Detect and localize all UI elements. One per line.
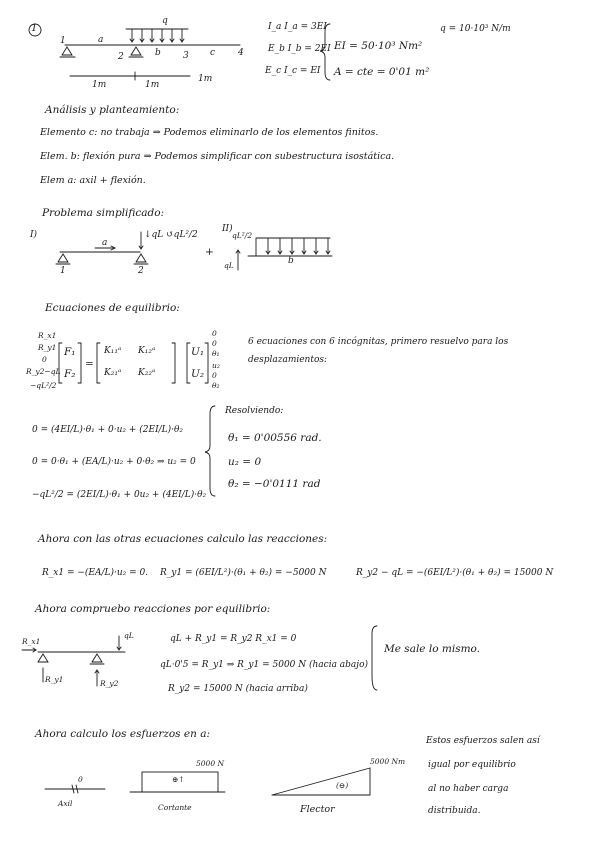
efforts-note-2: igual por equilibrio	[428, 760, 516, 770]
K22: K₂₂ᵃ	[138, 368, 156, 378]
right-vector-5: θ₂	[212, 381, 220, 390]
right-vector-2: θ₁	[212, 349, 220, 358]
element-a-label: a	[98, 35, 104, 45]
efforts-note-3: al no haber carga	[428, 784, 509, 794]
K21: K₂₁ᵃ	[104, 368, 122, 378]
efforts-note-4: distribuida.	[428, 806, 481, 816]
case1-node-2: 2	[138, 266, 144, 276]
check-brace	[372, 626, 377, 690]
constant-ei: EI = 50·10³ Nm²	[334, 40, 423, 52]
left-vector-2: 0	[42, 355, 47, 364]
K12: K₁₂ᵃ	[138, 346, 156, 356]
case2-moment: qL²/2	[232, 231, 253, 240]
check-line-3: R_y2 = 15000 N (hacia arriba)	[168, 684, 308, 694]
check-rx1: R_x1	[22, 637, 41, 646]
case2-label: II)	[222, 224, 233, 234]
analysis-line-3: Elem a: axil + flexión.	[40, 175, 146, 186]
problem-number: 1	[31, 23, 38, 34]
flector-sign: (⊖)	[336, 781, 349, 790]
case1-element-a: a	[102, 238, 108, 248]
equilibrium-note: 6 ecuaciones con 6 incógnitas, primero resuelvo para los desplazamientos:	[248, 337, 509, 365]
case2-element-b: b	[288, 256, 294, 266]
prop-c: E_c I_c = EI	[265, 66, 321, 76]
load-value: q = 10·10³ N/m	[440, 24, 511, 34]
flector-diagram	[272, 768, 370, 795]
analysis-line-1: Elemento c: no trabaja ⇒ Podemos eliminarlo de los elementos finitos.	[40, 127, 379, 138]
reactions-title: Ahora con las otras ecuaciones calculo las reacciones:	[38, 533, 328, 545]
check-ry2: R_y2	[100, 679, 119, 688]
case2-diagram	[236, 238, 332, 270]
node-4-label: 4	[238, 48, 244, 58]
flector-label: Flector	[300, 804, 335, 815]
right-vector-1: 0	[212, 339, 217, 348]
efforts-title: Ahora calculo los esfuerzos en a:	[35, 728, 211, 740]
K11: K₁₁ᵃ	[104, 346, 122, 356]
results-title: Resolviendo:	[225, 406, 284, 416]
check-ry1: R_y1	[45, 675, 64, 684]
check-title: Ahora compruebo reacciones por equilibrio:	[35, 603, 271, 615]
node-3-label: 3	[183, 51, 189, 61]
equation-1: 0 = (4EI/L)·θ₁ + 0·u₂ + (2EI/L)·θ₂	[32, 425, 184, 435]
equilibrium-title: Ecuaciones de equilibrio:	[45, 302, 180, 314]
check-line-1: qL + R_y1 = R_y2 R_x1 = 0	[170, 634, 297, 644]
U1: U₁	[191, 346, 205, 358]
case1-label: I)	[30, 230, 38, 240]
axil-diagram	[45, 785, 105, 793]
efforts-note-1: Estos esfuerzos salen así	[426, 736, 540, 746]
U2: U₂	[191, 368, 205, 380]
equals-sign: =	[85, 358, 94, 370]
check-load: qL	[124, 631, 134, 640]
axil-label: Axil	[58, 799, 73, 808]
analysis-line-2: Elem. b: flexión pura ⇒ Podemos simplificar con subestructura isostática.	[40, 151, 395, 162]
result-theta1: θ₁ = 0'00556 rad.	[228, 432, 322, 444]
right-vector-0: 0	[212, 329, 217, 338]
check-line-2: qL·0'5 = R_y1 ⇒ R_y1 = 5000 N (hacia abajo)	[160, 660, 369, 670]
left-vector-3: R_y2−qL	[26, 367, 61, 376]
cortante-value: 5000 N	[196, 759, 225, 768]
left-vector-0: R_x1	[38, 331, 57, 340]
cortante-sign: ⊕↑	[172, 775, 185, 784]
span-3: 1m	[198, 74, 213, 84]
flector-value: 5000 Nm	[370, 757, 406, 766]
span-1: 1m	[92, 80, 107, 90]
right-vector-4: 0	[212, 371, 217, 380]
case1-node-1: 1	[60, 266, 66, 276]
results-brace	[205, 406, 215, 496]
reaction-ry1: R_y1 = (6EI/L²)·(θ₁ + θ₂) = −5000 N	[160, 568, 327, 578]
distributed-load-label: q	[162, 16, 168, 26]
node-1-label: 1	[60, 36, 66, 46]
analysis-title: Análisis y planteamiento:	[45, 104, 180, 116]
equation-3: −qL²/2 = (2EI/L)·θ₁ + 0u₂ + (4EI/L)·θ₂	[32, 490, 207, 500]
axil-value: 0	[78, 775, 83, 784]
reaction-rx1: R_x1 = −(EA/L)·u₂ = 0.	[42, 568, 149, 578]
matrix-brackets	[59, 343, 208, 383]
case1-load: ↓qL ↺qL²/2	[144, 230, 198, 240]
left-vector-1: R_y1	[38, 343, 57, 352]
left-vector-4: −qL²/2	[30, 381, 57, 390]
element-b-label: b	[155, 48, 161, 58]
node-2-label: 2	[118, 52, 124, 62]
F2: F₂	[64, 368, 76, 380]
plus-sign: +	[205, 246, 214, 258]
reaction-ry2: R_y2 − qL = −(6EI/L²)·(θ₁ + θ₂) = 15000 N	[356, 568, 554, 578]
equation-2: 0 = 0·θ₁ + (EA/L)·u₂ + 0·θ₂ ⇒ u₂ = 0	[32, 457, 196, 467]
check-note: Me sale lo mismo.	[384, 643, 481, 655]
case2-force: qL	[224, 261, 234, 270]
prop-a: I_a I_a = 3EI	[268, 22, 327, 32]
F1: F₁	[64, 346, 76, 358]
right-vector-3: u₂	[212, 361, 220, 370]
constant-a: A = cte = 0'01 m²	[334, 66, 430, 78]
cortante-label: Cortante	[158, 803, 192, 812]
element-c-label: c	[210, 48, 216, 58]
result-theta2: θ₂ = −0'0111 rad	[228, 478, 321, 490]
prop-b: E_b I_b = 2EI	[268, 44, 331, 54]
span-2: 1m	[145, 80, 160, 90]
simplified-title: Problema simplificado:	[42, 207, 165, 219]
result-u2: u₂ = 0	[228, 456, 262, 468]
